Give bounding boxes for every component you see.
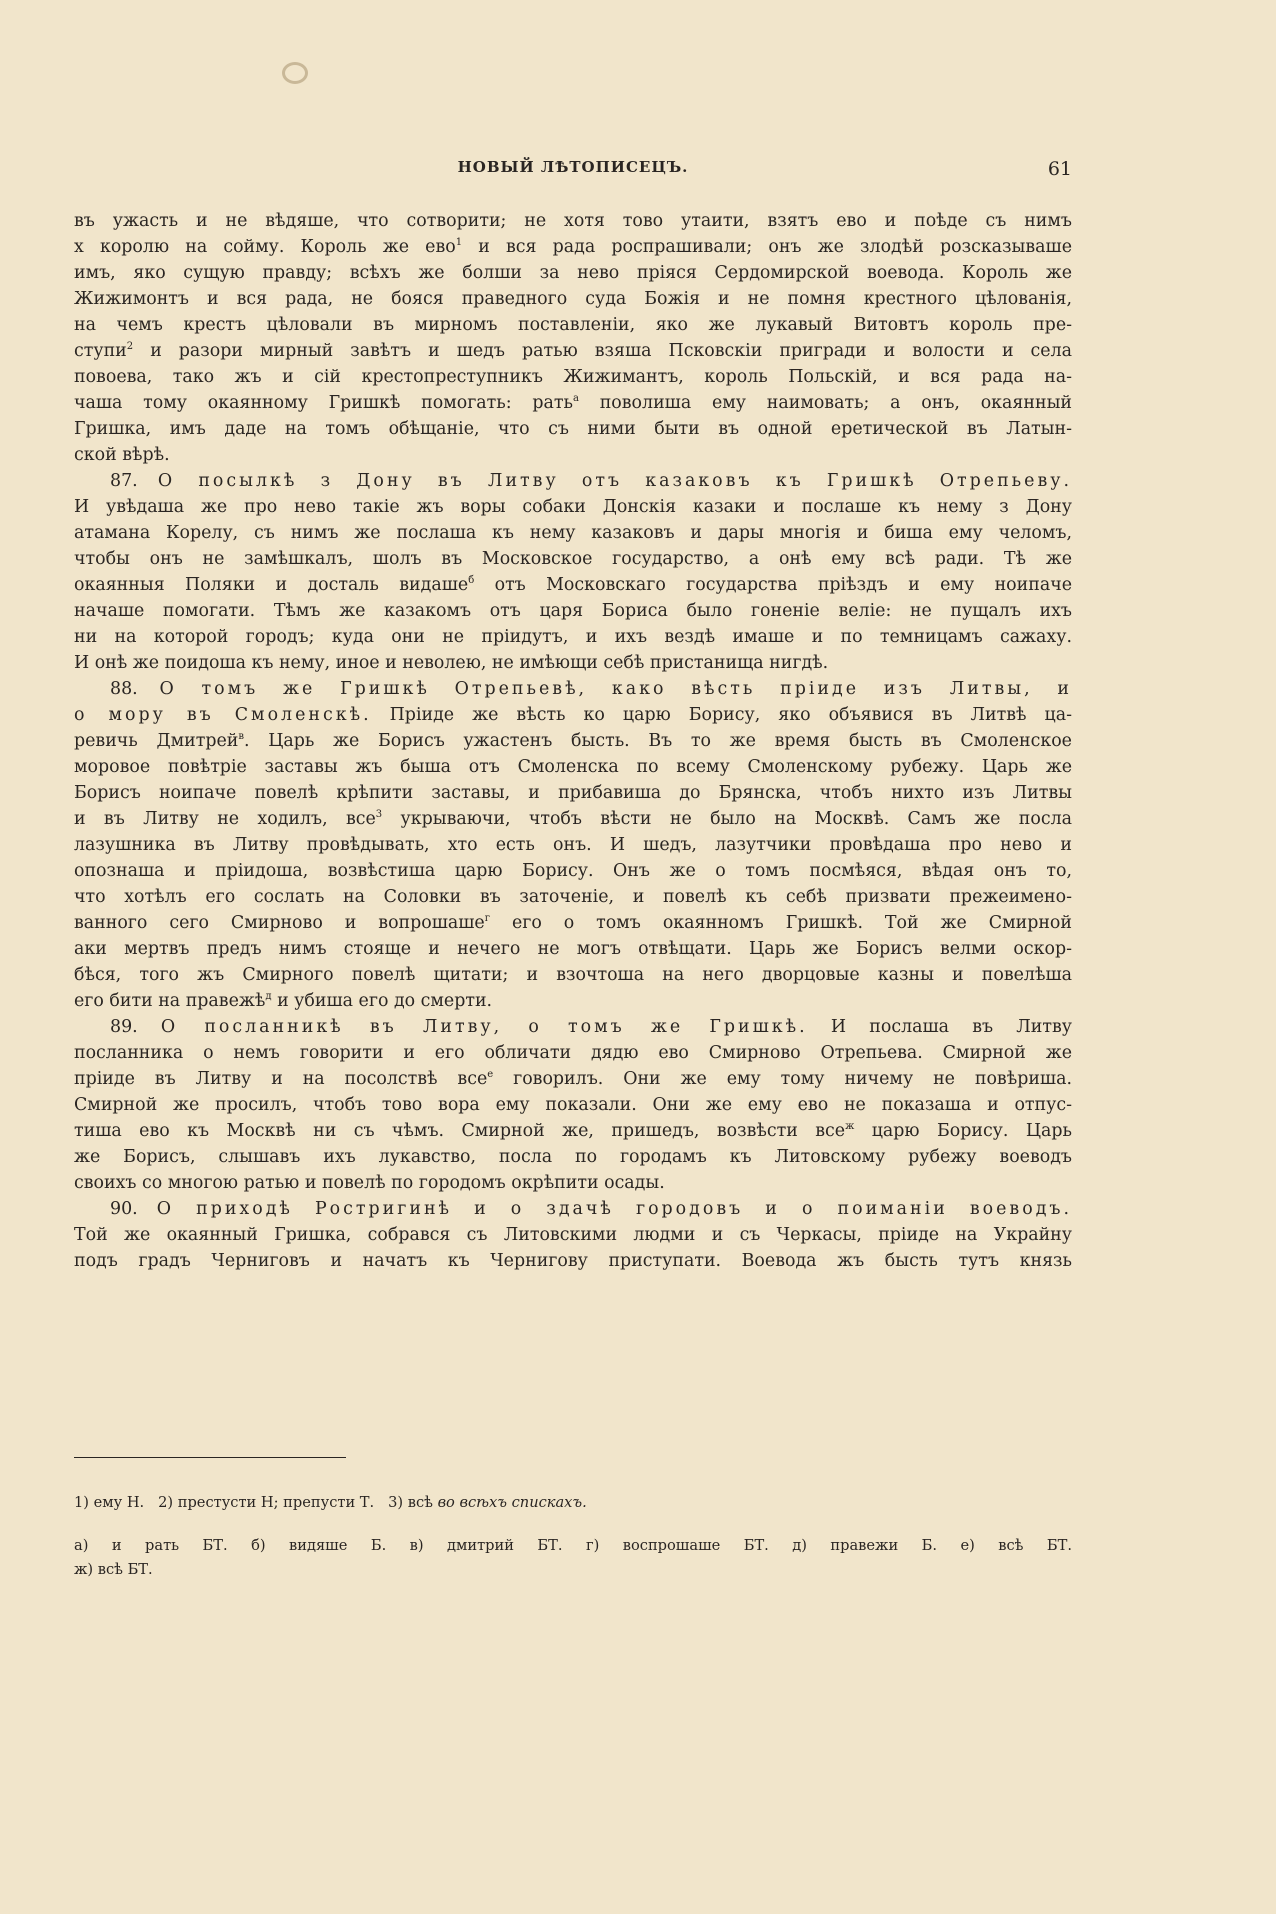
footnote-line: ж) всѣ БТ. [74, 1561, 153, 1578]
text-line: ступи$^2$ и разори мирный завѣтъ и шедъ ратью взяша Псковскіи пригради и волости и села [74, 341, 1072, 361]
lettered-footnotes [74, 1534, 1072, 1582]
section-heading-90: 90. О приходѣ Ростригинѣ и о здачѣ городовъ и о поиманіи воеводъ. [110, 1199, 1072, 1219]
section-heading-89: 89. О посланникѣ въ Литву, о томъ же Гришкѣ. И послаша въ Литву [110, 1017, 1072, 1037]
running-title: НОВЫЙ ЛѢТОПИСЕЦЪ. [457, 158, 689, 176]
text-line: тиша ево къ Москвѣ ни съ чѣмъ. Смирной же, пришедъ, возвѣсти все$^ж$ царю Борису. Царь [74, 1121, 1072, 1141]
numbered-footnotes [74, 1491, 1072, 1515]
text-line: ванного сего Смирново и вопрошаше$^г$ его о томъ окаянномъ Гришкѣ. Той же Смирной [74, 913, 1072, 933]
section-heading-87: 87. О посылкѣ з Дону въ Литву отъ казаковъ къ Гришкѣ Отрепьеву. [110, 471, 1072, 491]
footnote-line: 1) ему Н. 2) престусти Н; препусти Т. 3) всѣ во всѣхъ спискахъ. [74, 1494, 587, 1511]
footnote-line: а) и рать БТ. б) видяше Б. в) дмитрий БТ. г) воспрошаше БТ. д) правежи Б. е) всѣ БТ. [74, 1537, 1072, 1554]
section-heading-88: 88. О томъ же Гришкѣ Отрепьевѣ, како вѣсть пріиде изъ Литвы, и [110, 679, 1072, 699]
text-line: его бити на правежѣ$^д$ и убиша его до смерти. [74, 991, 493, 1011]
text-line: Гришка, имъ даде на томъ обѣщаніе, что съ ними быти въ одной еретической въ Латын- [74, 419, 1072, 439]
text-line: имъ, яко сущую правду; всѣхъ же болши за нево пріяся Сердомирской воевода. Король же [74, 263, 1072, 283]
text-line: лазушника въ Литву провѣдывать, хто есть онъ. И шедъ, лазутчики провѣдаша про нево и [74, 835, 1072, 855]
text-line: бѣся, того жъ Смирного повелѣ щитати; и взочтоша на него дворцовые казны и повелѣша [74, 965, 1072, 985]
footnote-mark: ж [845, 1121, 855, 1133]
footnote-mark: г [484, 913, 490, 925]
text-line: окаянныя Поляки и досталь видаше$^б$ отъ Московскаго государства пріѣздъ и ему ноипаче [74, 575, 1072, 595]
footnote-mark: б [468, 575, 475, 587]
footnote-mark: а [572, 393, 579, 405]
text-line: моровое повѣтріе заставы жъ быша отъ Смоленска по всему Смоленскому рубежу. Царь же [74, 757, 1072, 777]
text-line: аки мертвъ предъ нимъ стояще и нечего не могъ отвѣщати. Царь же Борисъ велми оскор- [74, 939, 1072, 959]
text-line: Жижимонтъ и вся рада, не бояся праведного суда Божія и не помня крестного цѣлованія, [74, 289, 1072, 309]
page-number: 61 [1047, 158, 1072, 180]
footnote-mark: 3 [375, 809, 383, 821]
text-line: своихъ со многою ратью и повелѣ по городомъ окрѣпити осады. [74, 1173, 665, 1193]
text-line: х королю на сойму. Король же ево$^1$ и вся рада роспрашивали; онъ же злодѣй розсказываше [74, 237, 1072, 257]
footnote-mark: е [487, 1069, 494, 1081]
text-line: опознаша и пріидоша, возвѣстиша царю Борису. Онъ же о томъ посмѣяся, вѣдая онъ то, [74, 861, 1072, 881]
ink-blot [282, 62, 308, 84]
footnote-mark: д [265, 991, 272, 1003]
text-line: ской вѣрѣ. [74, 445, 170, 465]
text-line: подъ градъ Черниговъ и начатъ къ Чернигову приступати. Воевода жъ бысть тутъ князь [74, 1251, 1072, 1271]
text-line: ни на которой городъ; куда они не пріидутъ, и ихъ вездѣ имаше и по темницамъ сажаху. [74, 627, 1072, 647]
body-text [74, 208, 1072, 1274]
footnote-rule [74, 1457, 346, 1458]
text-line: ревичь Дмитрей$^в$. Царь же Борисъ ужастенъ бысть. Въ то же время бысть въ Смоленское [74, 731, 1072, 751]
text-line: же Борисъ, слышавъ ихъ лукавство, посла по городамъ къ Литовскому рубежу воеводъ [74, 1147, 1072, 1167]
page-header [74, 158, 1072, 188]
text-line: пріиде въ Литву и на посолствѣ все$^е$ говорилъ. Они же ему тому ничему не повѣриша. [74, 1069, 1072, 1089]
text-line: о мору въ Смоленскѣ. Пріиде же вѣсть ко царю Борису, яко объявися въ Литвѣ ца- [74, 705, 1072, 725]
text-line: посланника о немъ говорити и его обличати дядю ево Смирново Отрепьева. Смирной же [74, 1043, 1072, 1063]
text-line: и въ Литву не ходилъ, все$^3$ укрываючи, чтобъ вѣсти не было на Москвѣ. Самъ же посла [74, 809, 1072, 829]
text-line: И онѣ же поидоша къ нему, иное и неволею, не имѣющи себѣ пристанища нигдѣ. [74, 653, 829, 673]
text-line: атамана Корелу, съ нимъ же послаша къ нему казаковъ и дары многія и биша ему челомъ, [74, 523, 1072, 543]
footnote-mark: 1 [455, 237, 463, 249]
text-line: И увѣдаша же про нево такіе жъ воры собаки Донскія казаки и послаше къ нему з Дону [74, 497, 1072, 517]
text-line: повоева, тако жъ и сій крестопреступникъ Жижимантъ, король Польскій, и вся рада на- [74, 367, 1072, 387]
footnote-mark: 2 [126, 341, 134, 353]
text-line: въ ужасть и не вѣдяше, что сотворити; не хотя тово утаити, взятъ ево и поѣде съ нимъ [74, 211, 1072, 231]
text-line: чаша тому окаянному Гришкѣ помогать: рать$^а$ поволиша ему наимовать; а онъ, окаянный [74, 393, 1072, 413]
text-line: Смирной же просилъ, чтобъ тово вора ему показали. Они же ему ево не показаша и отпус- [74, 1095, 1072, 1115]
text-line: Той же окаянный Гришка, собрався съ Литовскими людми и съ Черкасы, пріиде на Украйну [74, 1225, 1072, 1245]
text-line: на чемъ крестъ цѣловали въ мирномъ поставленіи, яко же лукавый Витовтъ король пре- [74, 315, 1072, 335]
text-line: Борисъ ноипаче повелѣ крѣпити заставы, и прибавиша до Брянска, чтобъ нихто изъ Литвы [74, 783, 1072, 803]
footnote-mark: в [238, 731, 244, 743]
text-line: чтобы онъ не замѣшкалъ, шолъ въ Московское государство, а онѣ ему всѣ ради. Тѣ же [74, 549, 1072, 569]
text-line: что хотѣлъ его сослать на Соловки въ заточеніе, и повелѣ къ себѣ призвати прежеименo- [74, 887, 1072, 907]
text-line: начаше помогати. Тѣмъ же казакомъ отъ царя Бориса было гоненіе веліе: не пущалъ ихъ [74, 601, 1072, 621]
